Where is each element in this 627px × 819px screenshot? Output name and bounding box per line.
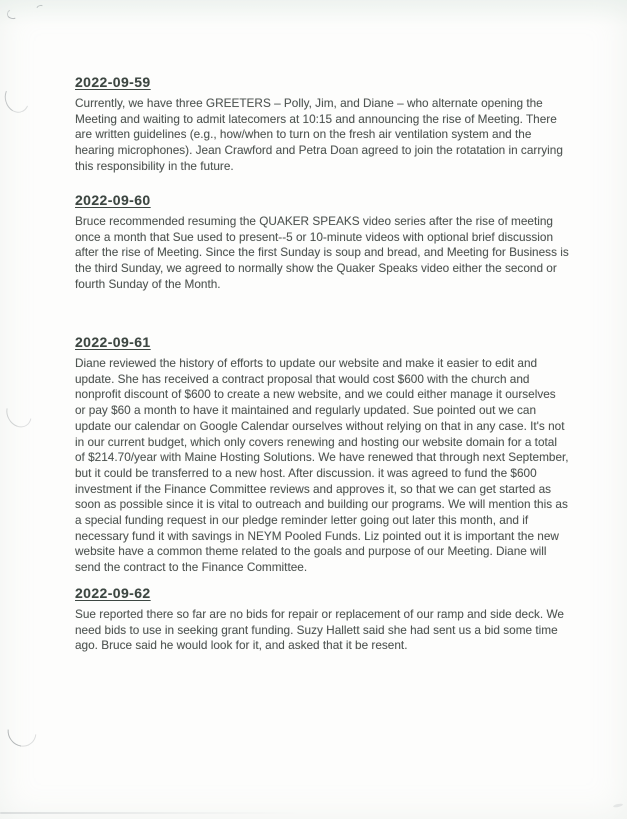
minute-heading: 2022-09-62	[75, 585, 151, 601]
minute-body: Bruce recommended resuming the QUAKER SPEAKS video series after the rise of meeting once a month that Sue used to present--5 or 10-minute videos with optional brief discussion after the rise of Meeting. Since the first Sunday is soup and bread, and Meeting for Business is the third Sunday, we agreed to normally show the Quaker Speaks video either the second or fourth Sunday of the Month.	[75, 214, 569, 291]
minute-body: Currently, we have three GREETERS – Polly, Jim, and Diane – who alternate opening the Meeting and waiting to admit latecomers at 10:15 and announcing the rise of Meeting. There are written guidelines (e.g., how/when to turn on the fresh air ventilation system and the hearing microphones). Jean Crawford and Petra Doan agreed to join the rotatation in carrying this responsibility in the future.	[75, 96, 563, 173]
scan-artifact-crescent	[1, 395, 36, 432]
minute-body: Sue reported there so far are no bids for repair or replacement of our ramp and side deck. We need bids to use in seeking grant funding. Suzy Hallett said she had sent us a bid some time ago. Bruce said he would look for it, and asked that it be resent.	[75, 607, 564, 653]
scan-artifact-crescent	[1, 81, 33, 116]
scan-artifact-smudge	[0, 812, 300, 814]
minute-section-59	[75, 74, 569, 175]
minute-section-62	[75, 585, 569, 654]
scan-artifact-crescent	[2, 712, 43, 753]
scan-artifact-smudge	[613, 803, 623, 808]
minute-heading: 2022-09-61	[75, 334, 151, 350]
minute-body: Diane reviewed the history of efforts to update our website and make it easier to edit and update. She has received a contract proposal that would cost $600 with the church and nonprofit discount of $600 to create a new website, and we could either manage it ourselves or pay $60 a month to have it maintained and regularly updated. Sue pointed out we can update our calendar on Google Calendar ourselves without relying on that in any case. It's not in our current budget, which only covers renewing and hosting our website domain for a total of $214.70/year with Maine Hosting Solutions. We have renewed that through next September, but it could be transferred to a new host. After discussion. it was agreed to fund the $600 investment if the Finance Committee reviews and approves it, so that we can get started as soon as possible since it is vital to outreach and building our programs. We will mention this as a special funding request in our pledge reminder letter going out later this month, and if necessary fund it with savings in NEYM Pooled Funds. Liz pointed out it is important the new website have a common theme related to the goals and purpose of our Meeting. Diane will send the contract to the Finance Committee.	[75, 356, 569, 575]
scan-artifact-squiggle	[35, 4, 46, 15]
minute-heading: 2022-09-60	[75, 192, 151, 208]
scan-artifact-squiggle	[6, 8, 19, 20]
minute-section-61	[75, 334, 569, 576]
minute-heading: 2022-09-59	[75, 74, 151, 90]
minute-section-60	[75, 192, 569, 293]
